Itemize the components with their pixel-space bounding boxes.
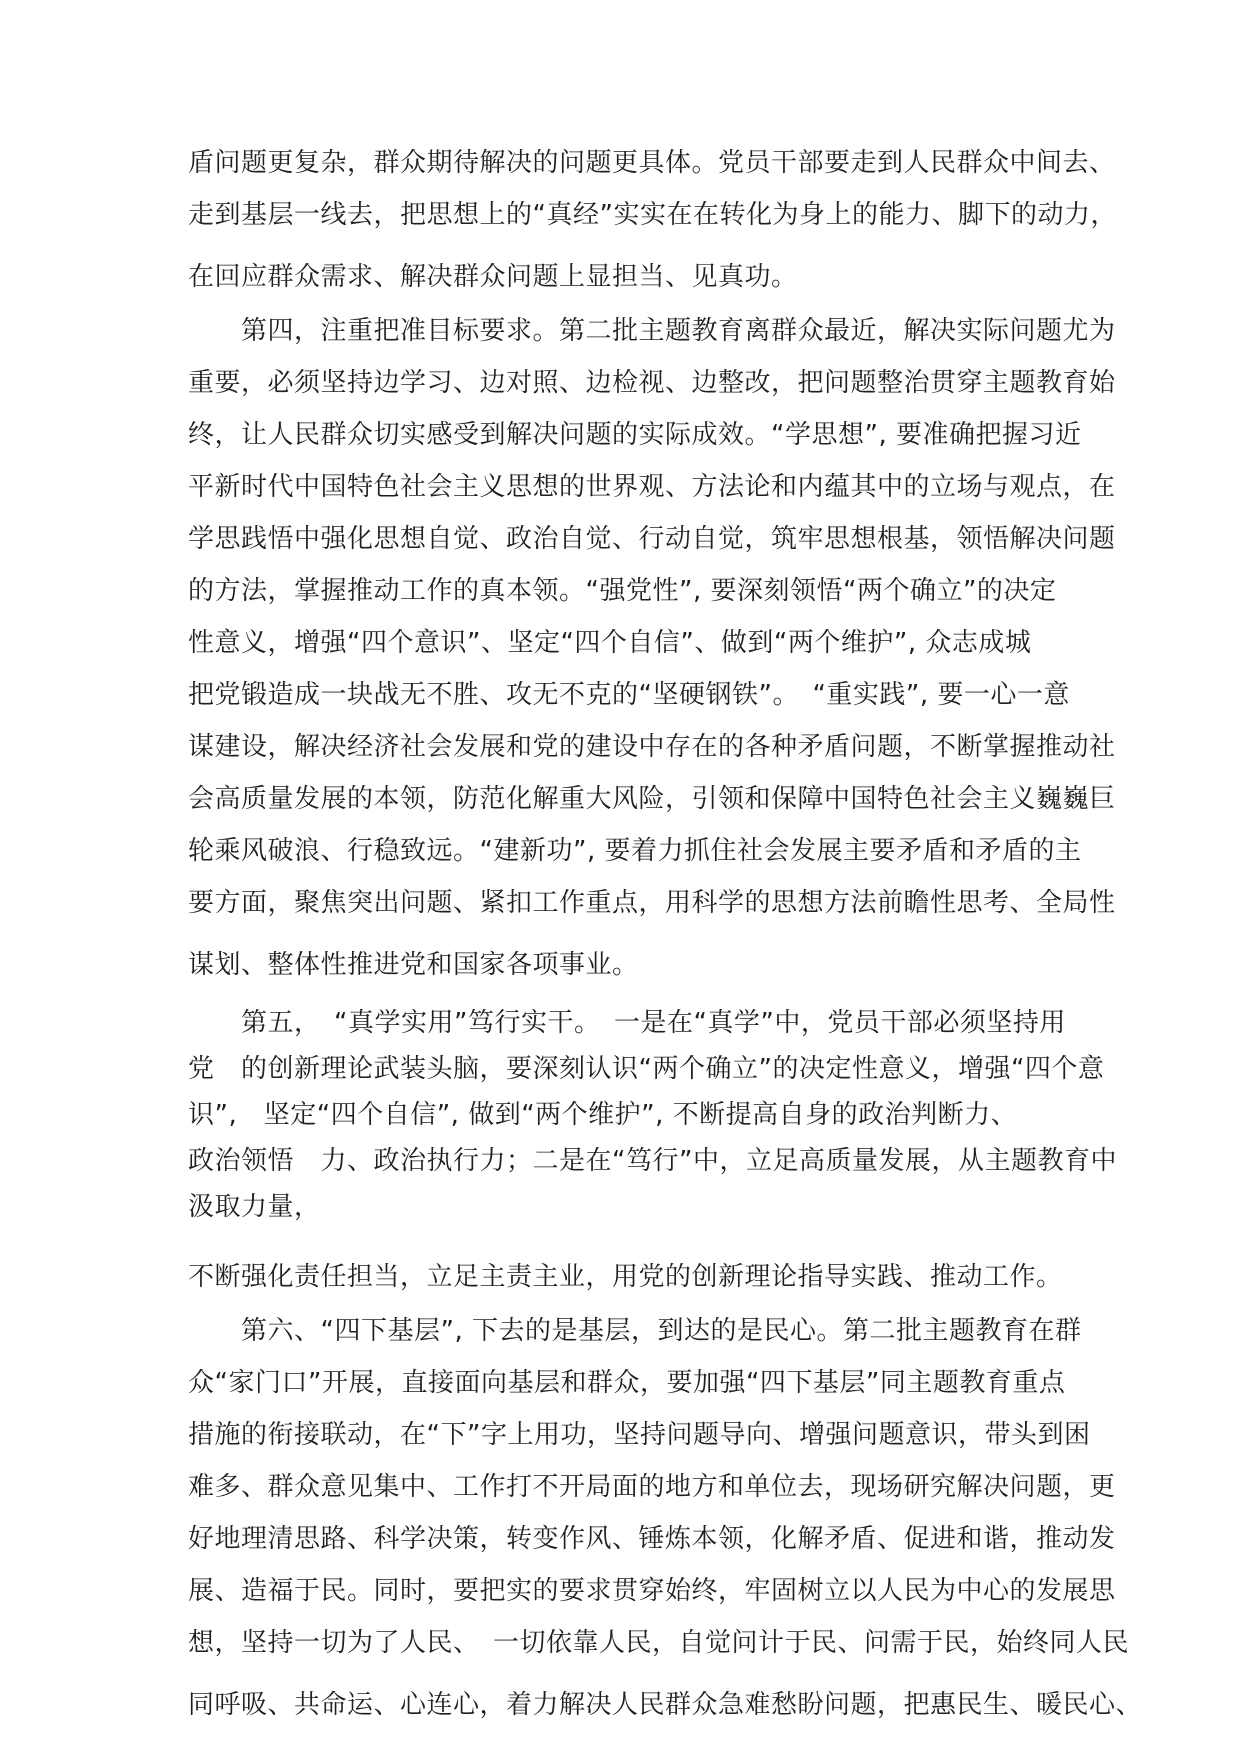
text-line: 政治领悟 力、政治执行力；二是在“笃行”中，立足高质量发展，从主题教育中 [188, 1146, 1117, 1176]
text-line: 性意义，增强“四个意识”、坚定“四个自信”、做到“两个维护”, 众志成城 [188, 628, 1032, 658]
text-line: 众“家门口”开展，直接面向基层和群众，要加强“四下基层”同主题教育重点 [188, 1368, 1066, 1398]
text-line: 同呼吸、共命运、心连心，着力解决人民群众急难愁盼问题，把惠民生、暖民心、 [188, 1690, 1143, 1720]
text-line: 谋划、整体性推进党和国家各项事业。 [188, 950, 639, 980]
text-line: 好地理清思路、科学决策，转变作风、锤炼本领，化解矛盾、促进和谐，推动发 [188, 1524, 1116, 1554]
text-line: 盾问题更复杂，群众期待解决的问题更具体。党员干部要走到人民群众中间去、 [188, 148, 1116, 178]
text-line: 平新时代中国特色社会主义思想的世界观、方法论和内蕴其中的立场与观点，在 [188, 472, 1116, 502]
text-line: 学思践悟中强化思想自觉、政治自觉、行动自觉，筑牢思想根基，领悟解决问题 [188, 524, 1116, 554]
text-line: 第四，注重把准目标要求。第二批主题教育离群众最近，解决实际问题尤为 [188, 316, 1116, 346]
text-line: 的方法，掌握推动工作的真本领。“强党性”, 要深刻领悟“两个确立”的决定 [188, 576, 1057, 606]
text-line: 轮乘风破浪、行稳致远。“建新功”, 要着力抓住社会发展主要矛盾和矛盾的主 [188, 836, 1082, 866]
text-line: 第五， “真学实用”笃行实干。 一是在“真学”中，党员干部必须坚持用 [188, 1008, 1066, 1038]
text-line: 识”, 坚定“四个自信”, 做到“两个维护”, 不断提高自身的政治判断力、 [188, 1100, 1018, 1130]
text-line: 措施的衔接联动，在“下”字上用功，坚持问题导向、增强问题意识，带头到困 [188, 1420, 1091, 1450]
text-line: 要方面，聚焦突出问题、紧扣工作重点，用科学的思想方法前瞻性思考、全局性 [188, 888, 1116, 918]
text-line: 走到基层一线去，把思想上的“真经”实实在在转化为身上的能力、脚下的动力， [188, 200, 1117, 230]
text-line: 在回应群众需求、解决群众问题上显担当、见真功。 [188, 262, 798, 292]
text-line: 终，让人民群众切实感受到解决问题的实际成效。“学思想”, 要准确把握习近 [188, 420, 1082, 450]
text-line: 把党锻造成一块战无不胜、攻无不克的“坚硬钢铁”。 “重实践”, 要一心一意 [188, 680, 1070, 710]
text-line: 展、造福于民。同时，要把实的要求贯穿始终，牢固树立以人民为中心的发展思 [188, 1576, 1116, 1606]
text-line: 党 的创新理论武装头脑，要深刻认识“两个确立”的决定性意义，增强“四个意 [188, 1054, 1105, 1084]
text-line: 想，坚持一切为了人民、 一切依靠人民，自觉问计于民、问需于民，始终同人民 [188, 1628, 1130, 1658]
text-line: 不断强化责任担当，立足主责主业，用党的创新理论指导实践、推动工作。 [188, 1262, 1063, 1292]
text-line: 会高质量发展的本领，防范化解重大风险，引领和保障中国特色社会主义巍巍巨 [188, 784, 1116, 814]
text-line: 汲取力量， [188, 1192, 321, 1222]
text-line: 第六、“四下基层”, 下去的是基层，到达的是民心。第二批主题教育在群 [188, 1316, 1082, 1346]
text-line: 谋建设，解决经济社会发展和党的建设中存在的各种矛盾问题，不断掌握推动社 [188, 732, 1116, 762]
text-line: 难多、群众意见集中、工作打不开局面的地方和单位去，现场研究解决问题，更 [188, 1472, 1116, 1502]
text-line: 重要，必须坚持边学习、边对照、边检视、边整改，把问题整治贯穿主题教育始 [188, 368, 1116, 398]
